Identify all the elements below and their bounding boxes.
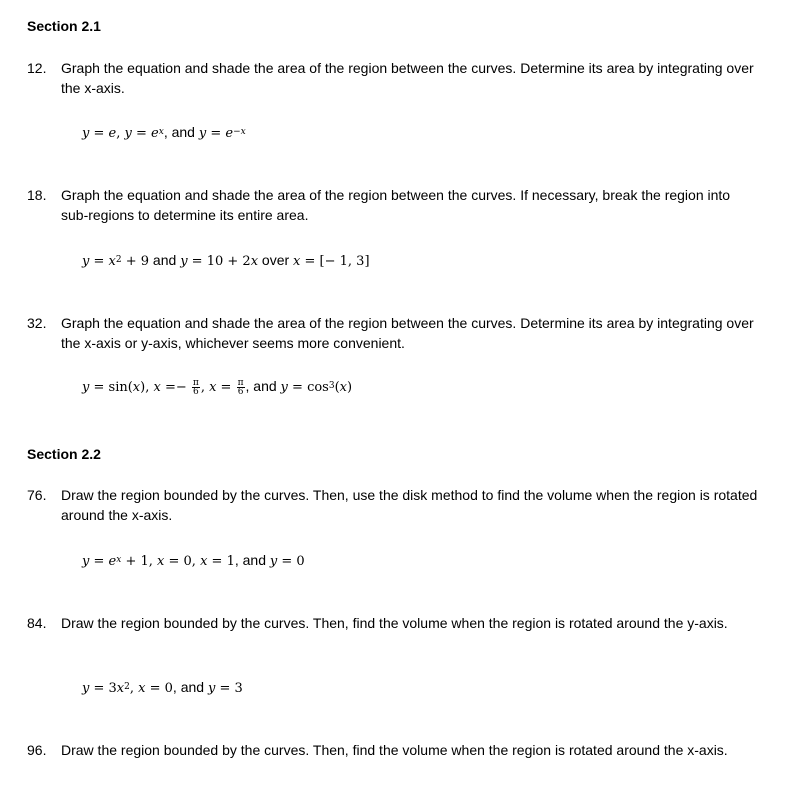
problem-text: Draw the region bounded by the curves. Then, find the volume when the region is rotated around the x-axis. [61,742,728,758]
equation-12: y = e, $y = e^x$, and $y = e^{-x}$ [82,124,246,141]
problem-number: 96. [27,742,47,758]
equation-18: $y = x^2 + 9$ and y = 10 + 2x over x = [− 1, 3] [82,252,370,269]
section-heading: Section 2.1 [27,18,101,34]
problem-text: Graph the equation and shade the area of the region between the curves. Determine its area by integrating over the x-axis. [61,60,754,96]
equation-76: $y = e^x + 1$, x = 0, x = 1, and y = 0 [82,552,305,569]
problem-text: Draw the region bounded by the curves. Then, use the disk method to find the volume when the region is rotated around the x-axis. [61,487,758,523]
problem-number: 12. [27,60,47,76]
problem-number: 18. [27,187,47,203]
problem-text: Graph the equation and shade the area of the region between the curves. Determine its area by integrating over the x-axis or y-axis, whichever seems more convenient. [61,315,754,351]
equation-32: y = sin(x), x =− $\frac{\pi}{6}$ , x = $\frac{\pi}{6}$ , and $y = \cos^3(x)$ [82,378,353,397]
problem-number: 32. [27,315,47,331]
section-heading: Section 2.2 [27,446,101,462]
problem-number: 76. [27,487,47,503]
equation-84: $y = 3x^2$, x = 0, and y = 3 [82,679,243,696]
problem-text: Graph the equation and shade the area of the region between the curves. If necessary, break the region into sub-regions to determine its entire area. [61,187,731,223]
problem-text: Draw the region bounded by the curves. Then, find the volume when the region is rotated around the y-axis. [61,615,728,631]
problem-number: 84. [27,615,47,631]
